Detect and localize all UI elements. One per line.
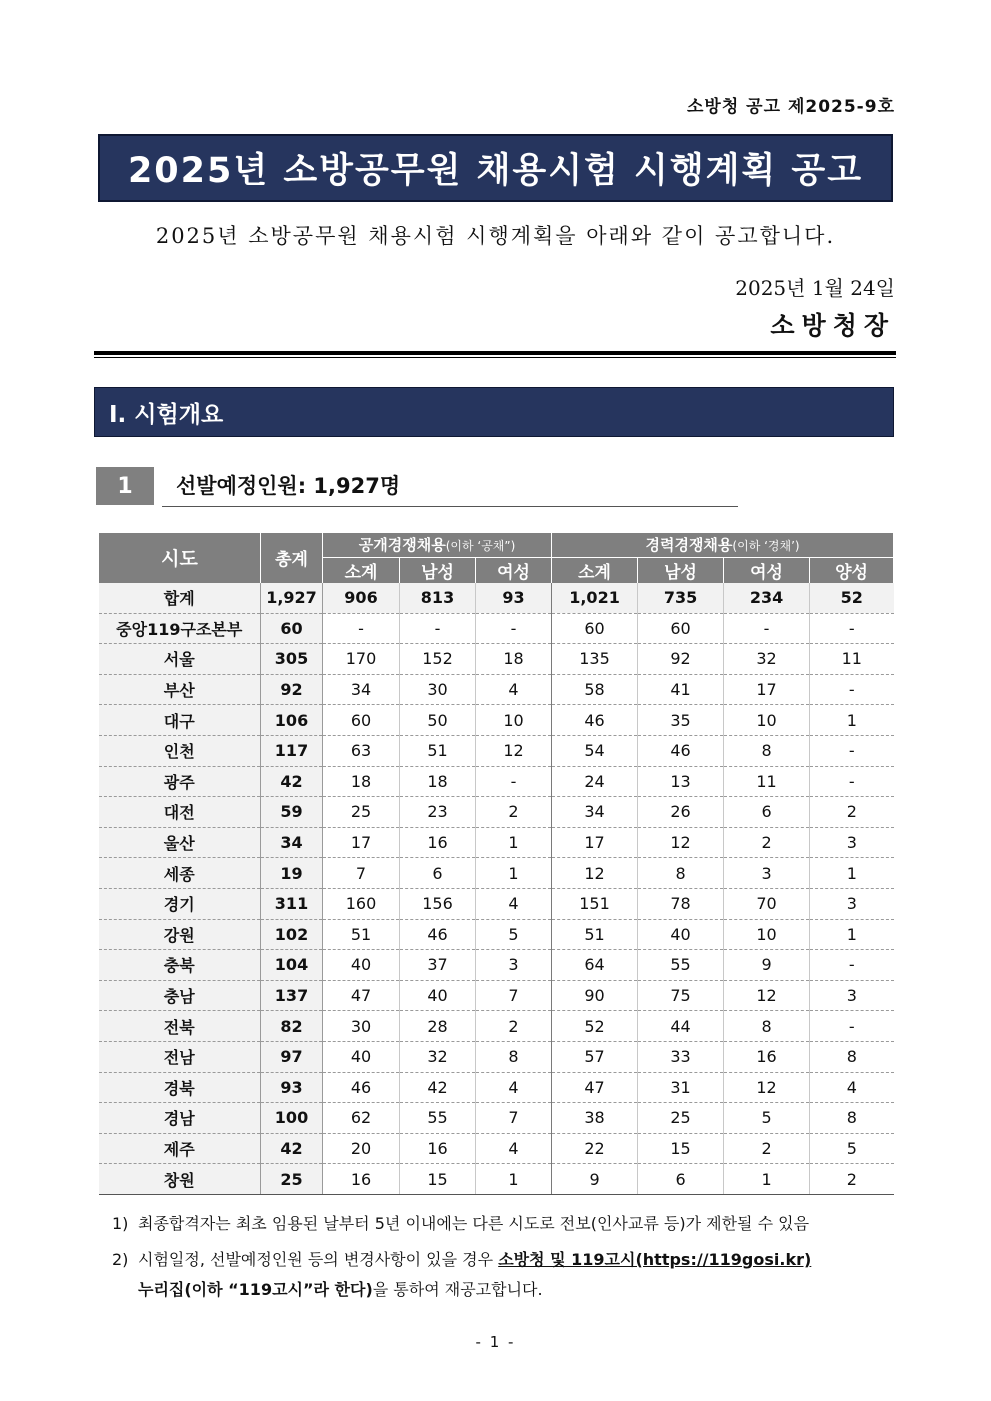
note-1 (112, 1209, 902, 1239)
cell-total: 59 (261, 797, 323, 828)
cell-career-subtotal: 58 (552, 674, 638, 705)
cell-open-male: 30 (400, 674, 476, 705)
cell-open-male: 42 (400, 1072, 476, 1103)
cell-sido: 전남 (99, 1041, 261, 1072)
cell-sido: 중앙119구조본부 (99, 613, 261, 644)
cell-career-any: 2 (810, 1164, 894, 1195)
cell-career-any: 2 (810, 797, 894, 828)
cell-open-female: 4 (476, 674, 552, 705)
cell-open-subtotal: 40 (323, 950, 400, 981)
cell-career-any: 1 (810, 858, 894, 889)
table-row (99, 858, 894, 889)
cell-sido: 합계 (99, 583, 261, 614)
table-row (99, 919, 894, 950)
cell-open-female: 3 (476, 950, 552, 981)
cell-open-male: 46 (400, 919, 476, 950)
cell-career-any: - (810, 674, 894, 705)
cell-career-female: 11 (724, 766, 810, 797)
cell-sido: 경남 (99, 1103, 261, 1134)
header-career-any: 양성 (810, 557, 894, 583)
cell-career-any: 3 (810, 980, 894, 1011)
cell-career-any: 8 (810, 1041, 894, 1072)
cell-total: 117 (261, 735, 323, 766)
cell-total: 104 (261, 950, 323, 981)
cell-career-female: 17 (724, 674, 810, 705)
cell-career-female: - (724, 613, 810, 644)
cell-total: 19 (261, 858, 323, 889)
cell-career-subtotal: 90 (552, 980, 638, 1011)
table-row (99, 613, 894, 644)
table-row (99, 705, 894, 736)
table-row (99, 950, 894, 981)
cell-career-male: 75 (638, 980, 724, 1011)
cell-career-female: 1 (724, 1164, 810, 1195)
table-row (99, 797, 894, 828)
cell-open-male: 32 (400, 1041, 476, 1072)
cell-sido: 제주 (99, 1133, 261, 1164)
cell-total: 92 (261, 674, 323, 705)
cell-career-subtotal: 38 (552, 1103, 638, 1134)
cell-career-male: 31 (638, 1072, 724, 1103)
note-2 (112, 1245, 902, 1305)
subsection-number: 1 (96, 467, 154, 505)
subsection-title: 선발예정인원: 1,927명 (176, 474, 401, 498)
cell-career-subtotal: 54 (552, 735, 638, 766)
cell-open-subtotal: 60 (323, 705, 400, 736)
header-career-male: 남성 (638, 557, 724, 583)
cell-sido: 충남 (99, 980, 261, 1011)
cell-open-subtotal: 160 (323, 888, 400, 919)
cell-career-male: 78 (638, 888, 724, 919)
cell-open-female: 4 (476, 1133, 552, 1164)
cell-sido: 충북 (99, 950, 261, 981)
cell-career-subtotal: 1,021 (552, 583, 638, 614)
cell-career-any: - (810, 766, 894, 797)
cell-career-any: - (810, 735, 894, 766)
divider-thin (94, 357, 896, 358)
cell-total: 42 (261, 766, 323, 797)
note-1-text: 최종합격자는 최초 임용된 날부터 5년 이내에는 다른 시도로 전보(인사교류 등)가 제한될 수 있음 (138, 1214, 810, 1233)
divider-thick (94, 351, 896, 355)
header-open-group-note: (이하 ‘공채”) (445, 539, 516, 554)
cell-career-any: 1 (810, 919, 894, 950)
cell-career-female: 5 (724, 1103, 810, 1134)
cell-career-subtotal: 57 (552, 1041, 638, 1072)
header-open-male: 남성 (400, 557, 476, 583)
note-2-text-b: 을 통하여 재공고합니다. (372, 1280, 543, 1299)
cell-career-any: - (810, 613, 894, 644)
cell-total: 60 (261, 613, 323, 644)
cell-career-female: 2 (724, 827, 810, 858)
cell-total: 42 (261, 1133, 323, 1164)
cell-open-male: - (400, 613, 476, 644)
cell-career-male: 46 (638, 735, 724, 766)
cell-career-male: 6 (638, 1164, 724, 1195)
cell-career-any: 3 (810, 888, 894, 919)
cell-open-female: 1 (476, 827, 552, 858)
cell-career-male: 41 (638, 674, 724, 705)
table-row (99, 766, 894, 797)
cell-career-male: 15 (638, 1133, 724, 1164)
cell-career-female: 2 (724, 1133, 810, 1164)
cell-open-subtotal: 62 (323, 1103, 400, 1134)
cell-career-subtotal: 64 (552, 950, 638, 981)
intro-text: 2025년 소방공무원 채용시험 시행계획을 아래와 같이 공고합니다. (155, 224, 836, 248)
cell-open-female: 4 (476, 1072, 552, 1103)
cell-career-subtotal: 52 (552, 1011, 638, 1042)
header-sido: 시도 (99, 533, 261, 583)
cell-career-male: 40 (638, 919, 724, 950)
cell-open-subtotal: 18 (323, 766, 400, 797)
header-open-group-label: 공개경쟁채용 (358, 536, 446, 555)
cell-open-subtotal: 40 (323, 1041, 400, 1072)
cell-open-male: 156 (400, 888, 476, 919)
cell-total: 25 (261, 1164, 323, 1195)
cell-career-male: 13 (638, 766, 724, 797)
note-1-number: 1) (112, 1214, 129, 1233)
cell-total: 1,927 (261, 583, 323, 614)
cell-career-subtotal: 151 (552, 888, 638, 919)
cell-career-male: 60 (638, 613, 724, 644)
cell-total: 93 (261, 1072, 323, 1103)
recruitment-table (98, 533, 894, 1195)
cell-sido: 전북 (99, 1011, 261, 1042)
cell-open-female: 18 (476, 644, 552, 675)
cell-open-male: 15 (400, 1164, 476, 1195)
cell-career-male: 735 (638, 583, 724, 614)
cell-open-subtotal: 25 (323, 797, 400, 828)
cell-open-subtotal: - (323, 613, 400, 644)
title-banner (98, 134, 893, 202)
cell-career-female: 32 (724, 644, 810, 675)
cell-open-subtotal: 51 (323, 919, 400, 950)
table-row (99, 735, 894, 766)
table-row (99, 1133, 894, 1164)
cell-open-male: 23 (400, 797, 476, 828)
cell-career-subtotal: 9 (552, 1164, 638, 1195)
cell-open-male: 40 (400, 980, 476, 1011)
cell-open-subtotal: 7 (323, 858, 400, 889)
cell-career-any: 4 (810, 1072, 894, 1103)
cell-sido: 울산 (99, 827, 261, 858)
table-row (99, 888, 894, 919)
table-row (99, 1103, 894, 1134)
cell-sido: 대전 (99, 797, 261, 828)
cell-open-subtotal: 47 (323, 980, 400, 1011)
cell-sido: 서울 (99, 644, 261, 675)
cell-open-female: - (476, 766, 552, 797)
cell-career-subtotal: 135 (552, 644, 638, 675)
cell-total: 97 (261, 1041, 323, 1072)
cell-career-subtotal: 47 (552, 1072, 638, 1103)
header-career-female: 여성 (724, 557, 810, 583)
cell-open-female: 7 (476, 980, 552, 1011)
cell-career-subtotal: 34 (552, 797, 638, 828)
section-title: Ⅰ. 시험개요 (109, 401, 224, 428)
cell-open-subtotal: 170 (323, 644, 400, 675)
note-2-text-a: 시험일정, 선발예정인원 등의 변경사항이 있을 경우 (138, 1250, 499, 1269)
cell-sido: 인천 (99, 735, 261, 766)
cell-total: 311 (261, 888, 323, 919)
issue-date: 2025년 1월 24일 (735, 276, 895, 300)
cell-open-subtotal: 30 (323, 1011, 400, 1042)
header-career-group-note: (이하 ‘경채’) (732, 539, 800, 554)
cell-sido: 광주 (99, 766, 261, 797)
cell-career-male: 92 (638, 644, 724, 675)
cell-career-male: 8 (638, 858, 724, 889)
table-body (99, 583, 894, 1195)
header-open-group (323, 533, 552, 557)
cell-career-any: 11 (810, 644, 894, 675)
cell-career-female: 10 (724, 705, 810, 736)
cell-career-male: 44 (638, 1011, 724, 1042)
cell-open-female: 2 (476, 1011, 552, 1042)
page-number: - 1 - (475, 1333, 516, 1351)
cell-open-female: 7 (476, 1103, 552, 1134)
cell-open-male: 16 (400, 1133, 476, 1164)
cell-open-female: 10 (476, 705, 552, 736)
cell-career-subtotal: 22 (552, 1133, 638, 1164)
cell-open-male: 18 (400, 766, 476, 797)
section-header (94, 387, 894, 437)
cell-career-female: 8 (724, 735, 810, 766)
cell-career-male: 33 (638, 1041, 724, 1072)
cell-total: 106 (261, 705, 323, 736)
table-row (99, 1011, 894, 1042)
cell-open-male: 6 (400, 858, 476, 889)
table-row (99, 1072, 894, 1103)
cell-open-subtotal: 63 (323, 735, 400, 766)
cell-career-female: 10 (724, 919, 810, 950)
cell-open-female: 5 (476, 919, 552, 950)
header-total: 총계 (261, 533, 323, 583)
header-open-female: 여성 (476, 557, 552, 583)
cell-open-female: - (476, 613, 552, 644)
note-2-number: 2) (112, 1250, 129, 1269)
cell-career-subtotal: 24 (552, 766, 638, 797)
note-2-highlight: 소방청 및 119고시(https://119gosi.kr) (498, 1250, 812, 1269)
cell-career-subtotal: 46 (552, 705, 638, 736)
notice-number: 소방청 공고 제2025-9호 (687, 97, 895, 117)
cell-career-female: 9 (724, 950, 810, 981)
table-row (99, 583, 894, 614)
cell-career-any: 52 (810, 583, 894, 614)
cell-career-subtotal: 12 (552, 858, 638, 889)
header-open-subtotal: 소계 (323, 557, 400, 583)
cell-sido: 경기 (99, 888, 261, 919)
issuer-name: 소방청장 (770, 311, 895, 340)
cell-open-female: 1 (476, 858, 552, 889)
cell-total: 100 (261, 1103, 323, 1134)
table-row (99, 674, 894, 705)
cell-career-any: 8 (810, 1103, 894, 1134)
cell-career-subtotal: 17 (552, 827, 638, 858)
cell-career-female: 6 (724, 797, 810, 828)
cell-total: 102 (261, 919, 323, 950)
cell-total: 305 (261, 644, 323, 675)
cell-open-female: 8 (476, 1041, 552, 1072)
cell-sido: 대구 (99, 705, 261, 736)
cell-total: 82 (261, 1011, 323, 1042)
header-career-group (552, 533, 894, 557)
cell-open-female: 2 (476, 797, 552, 828)
table-row (99, 827, 894, 858)
cell-career-any: - (810, 950, 894, 981)
cell-sido: 부산 (99, 674, 261, 705)
cell-career-male: 12 (638, 827, 724, 858)
cell-total: 137 (261, 980, 323, 1011)
cell-open-female: 4 (476, 888, 552, 919)
table-row (99, 1164, 894, 1195)
cell-career-male: 25 (638, 1103, 724, 1134)
cell-career-male: 55 (638, 950, 724, 981)
cell-sido: 강원 (99, 919, 261, 950)
cell-career-male: 35 (638, 705, 724, 736)
subsection-underline (162, 506, 738, 507)
cell-career-male: 26 (638, 797, 724, 828)
page-title: 2025년 소방공무원 채용시험 시행계획 공고 (127, 151, 864, 191)
cell-open-subtotal: 20 (323, 1133, 400, 1164)
cell-career-female: 234 (724, 583, 810, 614)
cell-open-male: 51 (400, 735, 476, 766)
cell-sido: 창원 (99, 1164, 261, 1195)
header-career-group-label: 경력경쟁채용 (645, 536, 733, 555)
cell-open-male: 50 (400, 705, 476, 736)
cell-open-male: 813 (400, 583, 476, 614)
cell-open-subtotal: 906 (323, 583, 400, 614)
cell-open-male: 55 (400, 1103, 476, 1134)
cell-career-female: 70 (724, 888, 810, 919)
cell-open-female: 12 (476, 735, 552, 766)
table-row (99, 980, 894, 1011)
cell-open-male: 28 (400, 1011, 476, 1042)
cell-career-female: 12 (724, 1072, 810, 1103)
cell-sido: 경북 (99, 1072, 261, 1103)
cell-career-subtotal: 51 (552, 919, 638, 950)
cell-open-subtotal: 46 (323, 1072, 400, 1103)
cell-total: 34 (261, 827, 323, 858)
cell-career-any: 3 (810, 827, 894, 858)
note-2-bold: 누리집(이하 “119고시”라 한다) (138, 1280, 373, 1299)
cell-open-subtotal: 16 (323, 1164, 400, 1195)
cell-sido: 세종 (99, 858, 261, 889)
cell-open-subtotal: 34 (323, 674, 400, 705)
header-career-subtotal: 소계 (552, 557, 638, 583)
cell-career-female: 3 (724, 858, 810, 889)
cell-career-female: 12 (724, 980, 810, 1011)
cell-open-female: 1 (476, 1164, 552, 1195)
cell-open-female: 93 (476, 583, 552, 614)
cell-open-subtotal: 17 (323, 827, 400, 858)
cell-career-any: 1 (810, 705, 894, 736)
cell-career-female: 8 (724, 1011, 810, 1042)
cell-open-male: 37 (400, 950, 476, 981)
cell-career-female: 16 (724, 1041, 810, 1072)
cell-career-any: 5 (810, 1133, 894, 1164)
cell-open-male: 152 (400, 644, 476, 675)
table-row (99, 644, 894, 675)
cell-career-any: - (810, 1011, 894, 1042)
cell-career-subtotal: 60 (552, 613, 638, 644)
cell-open-male: 16 (400, 827, 476, 858)
table-row (99, 1041, 894, 1072)
